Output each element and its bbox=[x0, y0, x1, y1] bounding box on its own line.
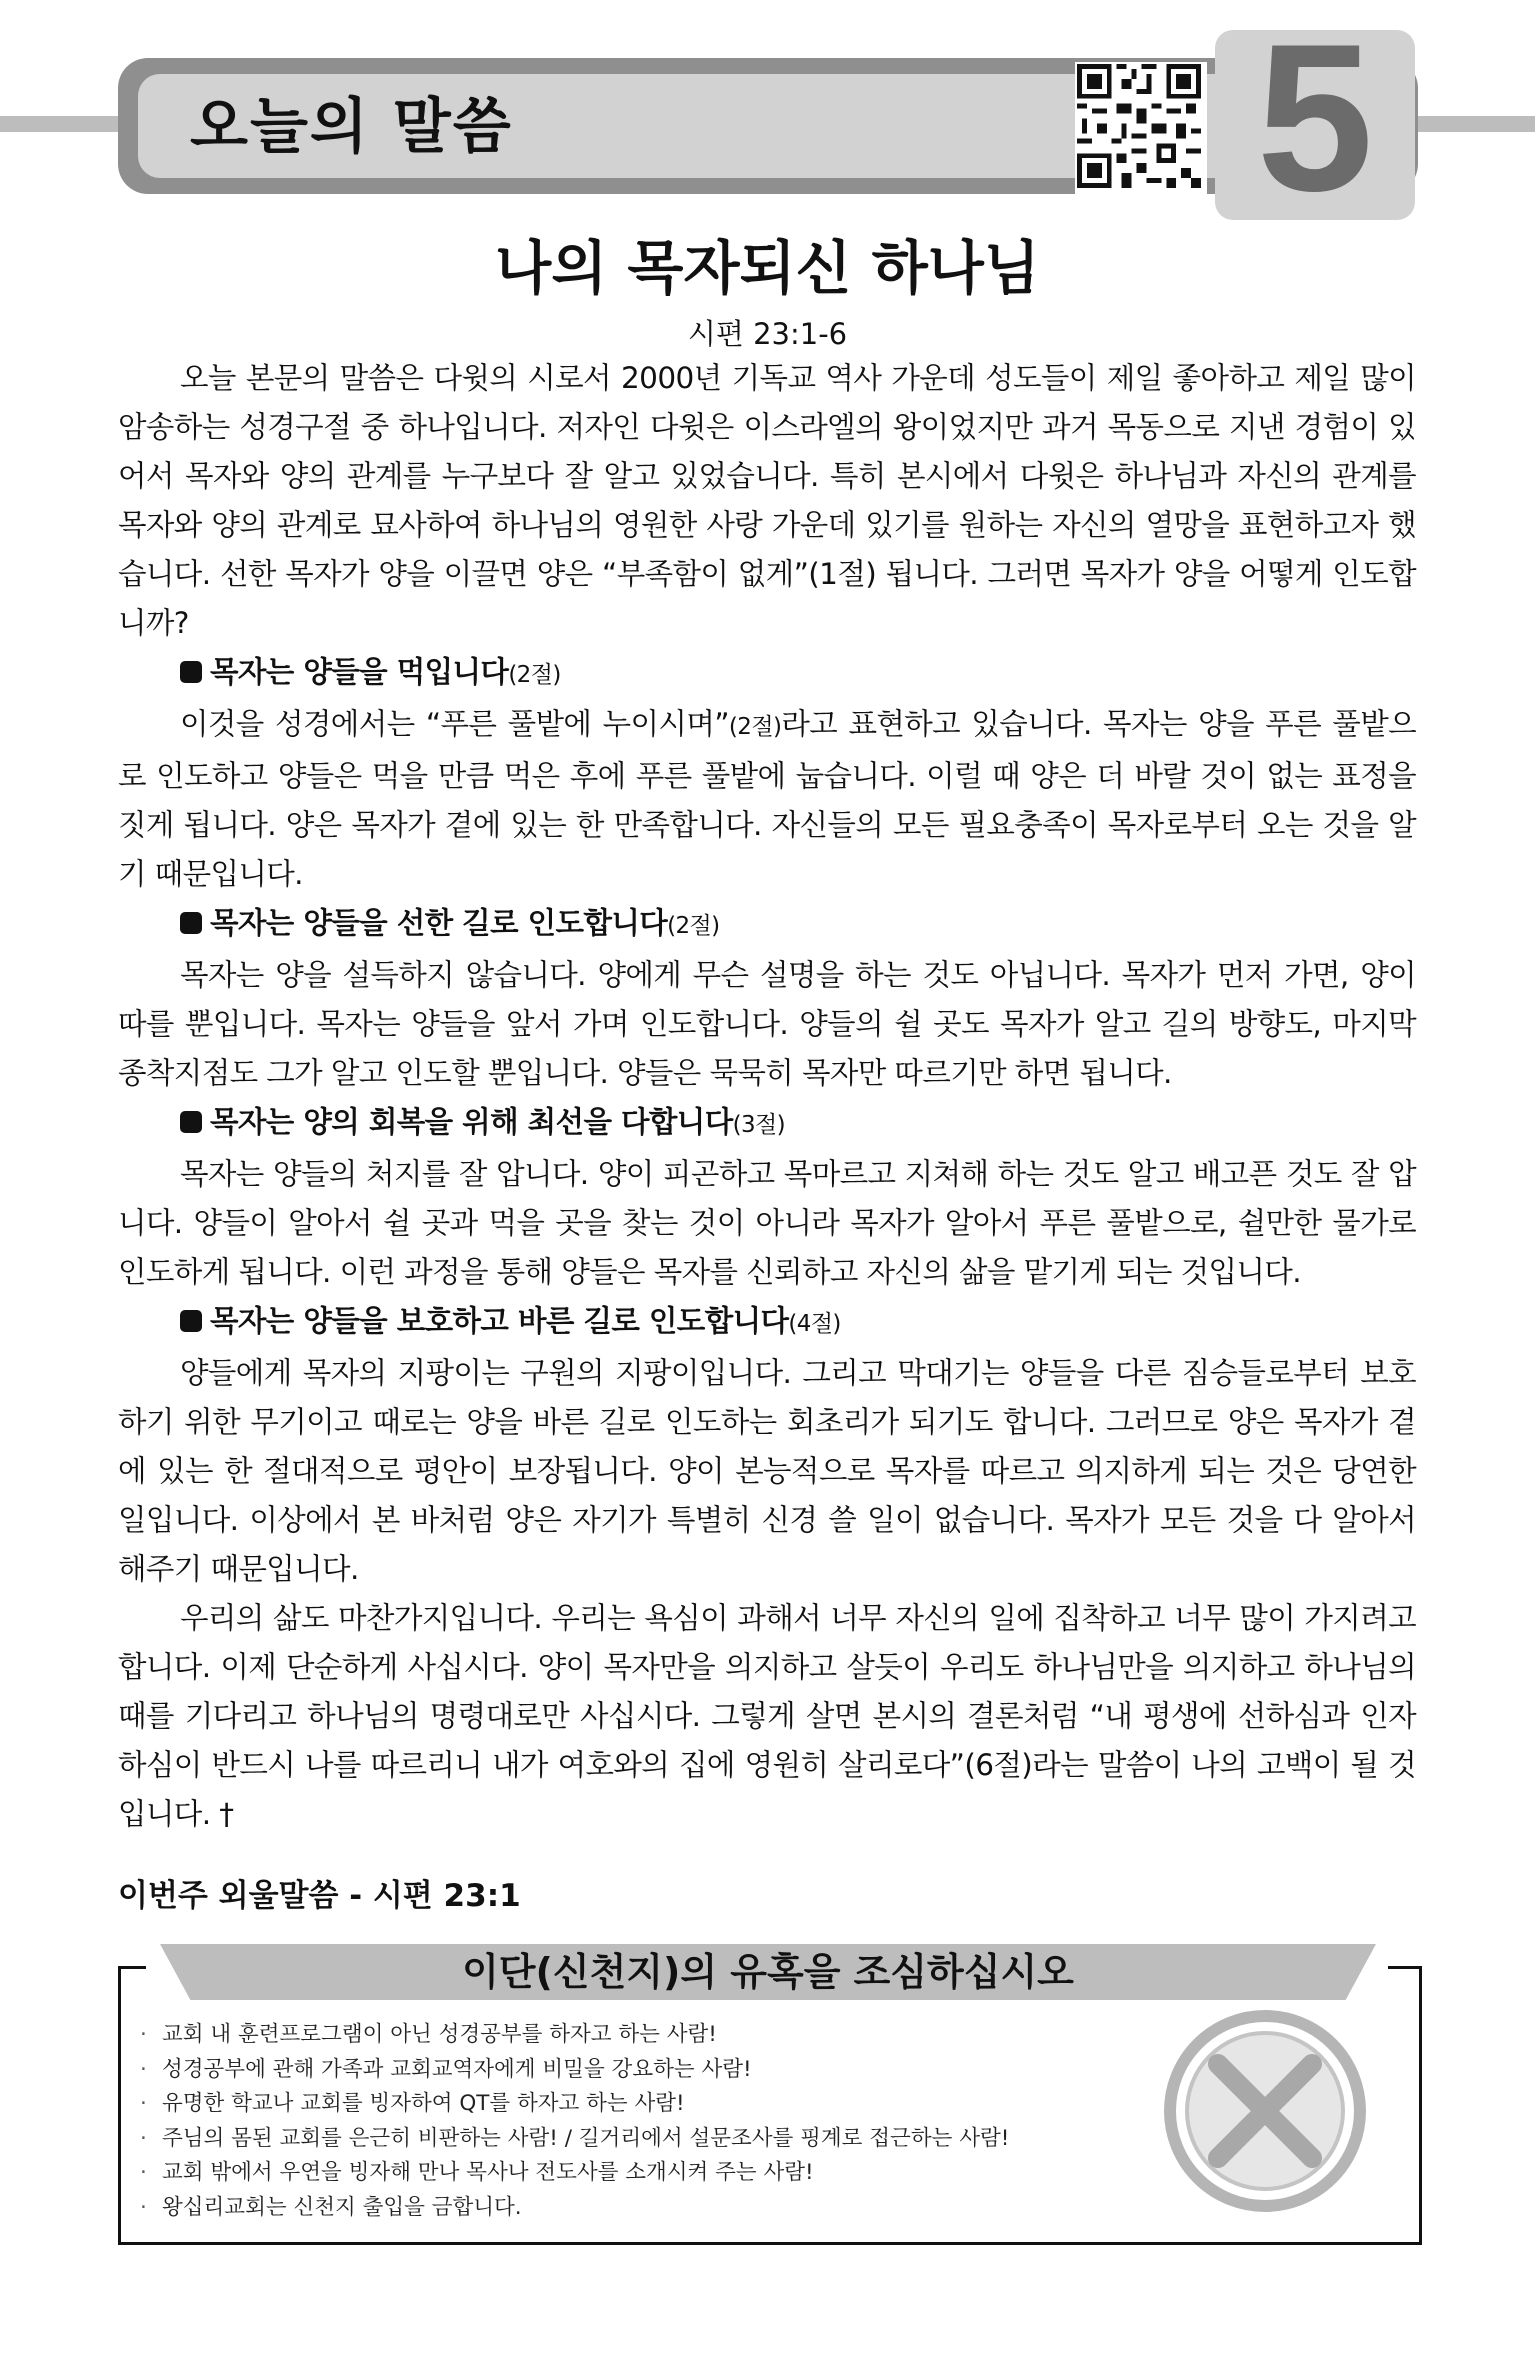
list-item: · 주님의 몸된 교회를 은근히 비판하는 사람! / 길거리에서 설문조사를 핑계로 접근하는 사람! bbox=[140, 2125, 1010, 2151]
square-bullet-icon bbox=[180, 912, 202, 934]
warning-title: 이단(신천지)의 유혹을 조심하십시오 bbox=[462, 1950, 1074, 1994]
list-item: · 왕십리교회는 신천지 출입을 금합니다. bbox=[140, 2194, 522, 2220]
list-item: · 교회 내 훈련프로그램이 아닌 성경공부를 하자고 하는 사람! bbox=[140, 2022, 717, 2047]
sermon-intro: 오늘 본문의 말씀은 다윗의 시로서 2000년 기독교 역사 가운데 성도들이 제일 좋아하고 제일 많이 암송하는 성경구절 중 하나입니다. 저자인 다윗은 이스라엘의 왕이었지만 과거 목동으로 지낸 경험이 있어서 목자와 양의 관계를 누구보다 잘 알고 있었습니다. 특히 본시에서 다윗은 하나님과 자신의 관계를 목자와 양의 관계로 묘사하여 하나님의 영원한 사랑 가운데 있기를 원하는 자신의 열망을 표현하고자 했습니다. 선한 목자가 양을 이끌면 양은 “부족함이 없게”(1절) 됩니다. 그러면 목자가 양을 어떻게 인도합니까? bbox=[118, 361, 1416, 640]
sermon-title: 나의 목자되신 하나님 bbox=[495, 234, 1040, 302]
qr-code-icon[interactable] bbox=[1075, 62, 1207, 194]
point-body: 양들에게 목자의 지팡이는 구원의 지팡이입니다. 그리고 막대기는 양들을 다른 짐승들로부터 보호하기 위한 무기이고 때로는 양을 바른 길로 인도하는 회초리가 되기도 합니다. 그러므로 양은 목자가 곁에 있는 한 절대적으로 평안이 보장됩니다. 양이 본능적으로 목자를 따르고 의지하게 되는 것은 당연한 일입니다. 이상에서 본 바처럼 양은 자기가 특별히 신경 쓸 일이 없습니다. 목자가 모든 것을 다 알아서 해주기 때문입니다. bbox=[118, 1356, 1416, 1586]
warning-list bbox=[140, 2018, 1160, 2225]
header-left-bar bbox=[0, 116, 130, 132]
memory-verse: 이번주 외울말씀 - 시편 23:1 bbox=[118, 1878, 521, 1914]
issue-number: 5 bbox=[1256, 0, 1374, 235]
point-heading: 목자는 양의 회복을 위해 최선을 다합니다(3절) bbox=[118, 1098, 1416, 1150]
point-heading: 목자는 양들을 보호하고 바른 길로 인도합니다(4절) bbox=[118, 1297, 1416, 1349]
point-heading: 목자는 양들을 선한 길로 인도합니다(2절) bbox=[118, 899, 1416, 951]
prohibited-x-icon bbox=[1160, 2006, 1370, 2216]
list-item: · 유명한 학교나 교회를 빙자하여 QT를 하자고 하는 사람! bbox=[140, 2091, 685, 2116]
scripture-reference: 시편 23:1-6 bbox=[687, 317, 848, 351]
sermon-body bbox=[118, 354, 1416, 1839]
square-bullet-icon bbox=[180, 1310, 202, 1332]
header-right-bar bbox=[1400, 116, 1535, 132]
list-item: · 성경공부에 관해 가족과 교회교역자에게 비밀을 강요하는 사람! bbox=[140, 2056, 752, 2082]
square-bullet-icon bbox=[180, 1111, 202, 1133]
list-item: · 교회 밖에서 우연을 빙자해 만나 목사나 전도사를 소개시켜 주는 사람! bbox=[140, 2160, 814, 2185]
point-body: 목자는 양들의 처지를 잘 압니다. 양이 피곤하고 목마르고 지쳐해 하는 것도 알고 배고픈 것도 잘 압니다. 양들이 알아서 쉴 곳과 먹을 곳을 찾는 것이 아니라 목자가 알아서 푸른 풀밭으로, 쉴만한 물가로 인도하게 됩니다. 이런 과정을 통해 양들은 목자를 신뢰하고 자신의 삶을 맡기게 되는 것입니다. bbox=[118, 1157, 1416, 1289]
square-bullet-icon bbox=[180, 661, 202, 683]
section-title: 오늘의 말씀 bbox=[190, 92, 513, 162]
warning-box-top-left bbox=[118, 1966, 146, 1969]
sermon-conclusion: 우리의 삶도 마찬가지입니다. 우리는 욕심이 과해서 너무 자신의 일에 집착하고 너무 많이 가지려고 합니다. 이제 단순하게 사십시다. 양이 목자만을 의지하고 살듯이 우리도 하나님만을 의지하고 하나님의 때를 기다리고 하나님의 명령대로만 사십시다. 그렇게 살면 본시의 결론처럼 “내 평생에 선하심과 인자하심이 반드시 나를 따르리니 내가 여호와의 집에 영원히 살리로다”(6절)라는 말씀이 나의 고백이 될 것입니다. † bbox=[118, 1601, 1416, 1831]
point-heading: 목자는 양들을 먹입니다(2절) bbox=[118, 648, 1416, 700]
point-body: 목자는 양을 설득하지 않습니다. 양에게 무슨 설명을 하는 것도 아닙니다. 목자가 먼저 가면, 양이 따를 뿐입니다. 목자는 양들을 앞서 가며 인도합니다. 양들의 쉴 곳도 목자가 알고 길의 방향도, 마지막 종착지점도 그가 알고 인도할 뿐입니다. 양들은 묵묵히 목자만 따르기만 하면 됩니다. bbox=[118, 958, 1416, 1090]
warning-box-top-right bbox=[1388, 1966, 1419, 1969]
point-body: 이것을 성경에서는 “푸른 풀밭에 누이시며”(2절)라고 표현하고 있습니다. 목자는 양을 푸른 풀밭으로 인도하고 양들은 먹을 만큼 먹은 후에 푸른 풀밭에 눕습니다. 이럴 때 양은 더 바랄 것이 없는 표정을 짓게 됩니다. 양은 목자가 곁에 있는 한 만족합니다. 자신들의 모든 필요충족이 목자로부터 오는 것을 알기 때문입니다. bbox=[118, 707, 1416, 891]
